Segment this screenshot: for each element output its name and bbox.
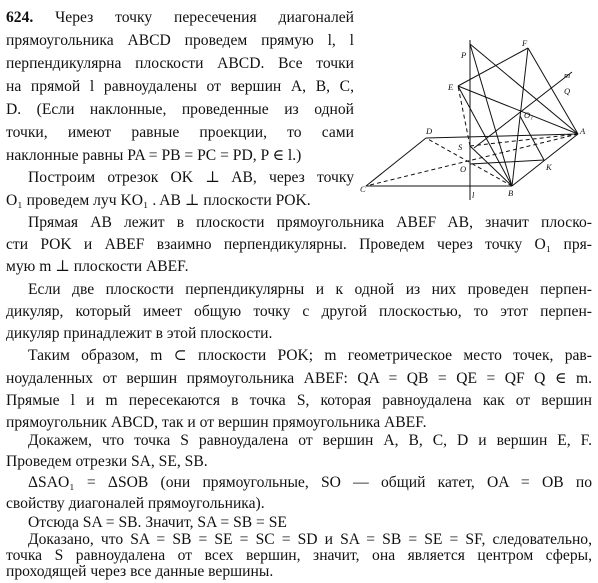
- text-line: точки, имеют равные проекции, то сами: [6, 124, 354, 141]
- text-line: мую m ⊥ плоскости ABEF.: [6, 258, 189, 275]
- label-l: l: [472, 190, 475, 200]
- text-line: ноудаленных от вершин прямоугольника ABEF: QA = QB = QE = QF Q ∈ m.: [6, 370, 592, 387]
- label-E: E: [448, 82, 454, 92]
- text-line: дикуляр, который имеет общую точку с другой плоскостью, то этот перпен-: [6, 303, 592, 320]
- text-line: Докажем, что точка S равноудалена от вершин A, B, C, D и вершин E, F.: [28, 432, 592, 449]
- label-D: D: [426, 126, 433, 136]
- text-line: Прямые l и m пересекаются в точка S, которая равноудалена как от вершин: [6, 392, 592, 409]
- text-line: сти POK и ABEF взаимно перпендикулярны. Проведем через точку O₁ пря-: [6, 236, 592, 253]
- edge-EF: [458, 48, 528, 86]
- problem-number: 624.: [6, 9, 34, 26]
- text-line: Таким образом, m ⊂ плоскости POK; m геометрическое место точек, рав-: [28, 347, 592, 364]
- label-S: S: [458, 142, 463, 152]
- edge-DA: [426, 134, 578, 138]
- diagonal-EA: [458, 86, 578, 134]
- segment-PB: [470, 44, 512, 186]
- label-A: A: [580, 126, 586, 136]
- label-O1: O₁: [524, 110, 534, 120]
- label-F: F: [522, 38, 528, 48]
- label-P: P: [461, 50, 467, 60]
- text-line: перпендикулярна плоскости ABCD. Все точки: [6, 55, 354, 72]
- text-line: Проведем отрезки SA, SE, SB.: [6, 453, 208, 470]
- text-line: проходящей через все данные вершины.: [6, 563, 274, 580]
- text-line: 624. Через точку пересечения диагоналей: [6, 9, 354, 26]
- label-C: C: [360, 184, 366, 194]
- label-B: B: [508, 188, 514, 198]
- label-m: m: [564, 70, 571, 80]
- text-line: Построим отрезок OK ⊥ AB, через точку: [28, 169, 354, 186]
- text-line: прямоугольника ABCD проведем прямую l, l: [6, 32, 354, 49]
- segment-PA: [470, 44, 578, 134]
- text-line: прямоугольник ABCD, так и от вершин прямоугольника ABEF.: [6, 414, 427, 431]
- text-line: Прямая AB лежит в плоскости прямоугольника ABEF AB, значит плоско-: [28, 214, 592, 231]
- text-line: D. (Если наклонные, проведенные из одной: [6, 101, 354, 118]
- label-K: K: [546, 162, 552, 172]
- text-line: дикуляр принадлежит в этой плоскости.: [6, 325, 273, 342]
- text-line: O₁ проведем луч KO₁ . AB ⊥ плоскости POK.: [6, 192, 311, 209]
- text-line: Отсюда SA = SB. Значит, SA = SB = SE: [28, 514, 287, 531]
- text-line: ΔSAO₁ = ΔSOB (они прямоугольные, SO — общий катет, OA = OB по: [28, 474, 592, 491]
- geometry-figure: [358, 0, 594, 210]
- text-line: точка S равноудалена от всех вершин, значит, она является центром сферы,: [6, 547, 592, 564]
- text-line: Если две плоскости перпендикулярны и к одной из них проведен перпен-: [28, 281, 592, 298]
- label-O: O: [460, 164, 467, 174]
- segment-OK: [470, 160, 544, 164]
- text-line: Доказано, что SA = SB = SE = SC = SD и SA = SB = SE = SF, следовательно,: [28, 531, 592, 548]
- edge-FA: [528, 48, 578, 134]
- edge-AB: [512, 134, 578, 186]
- label-Q: Q: [564, 86, 571, 96]
- text-line: свойству диагоналей прямоугольника).: [6, 495, 265, 512]
- text-line: на прямой l равноудалены от вершин A, B, C,: [6, 78, 354, 95]
- edge-CD: [366, 138, 426, 186]
- text-line: наклонные равны PA = PB = PC = PD, P ∈ l.): [6, 147, 302, 164]
